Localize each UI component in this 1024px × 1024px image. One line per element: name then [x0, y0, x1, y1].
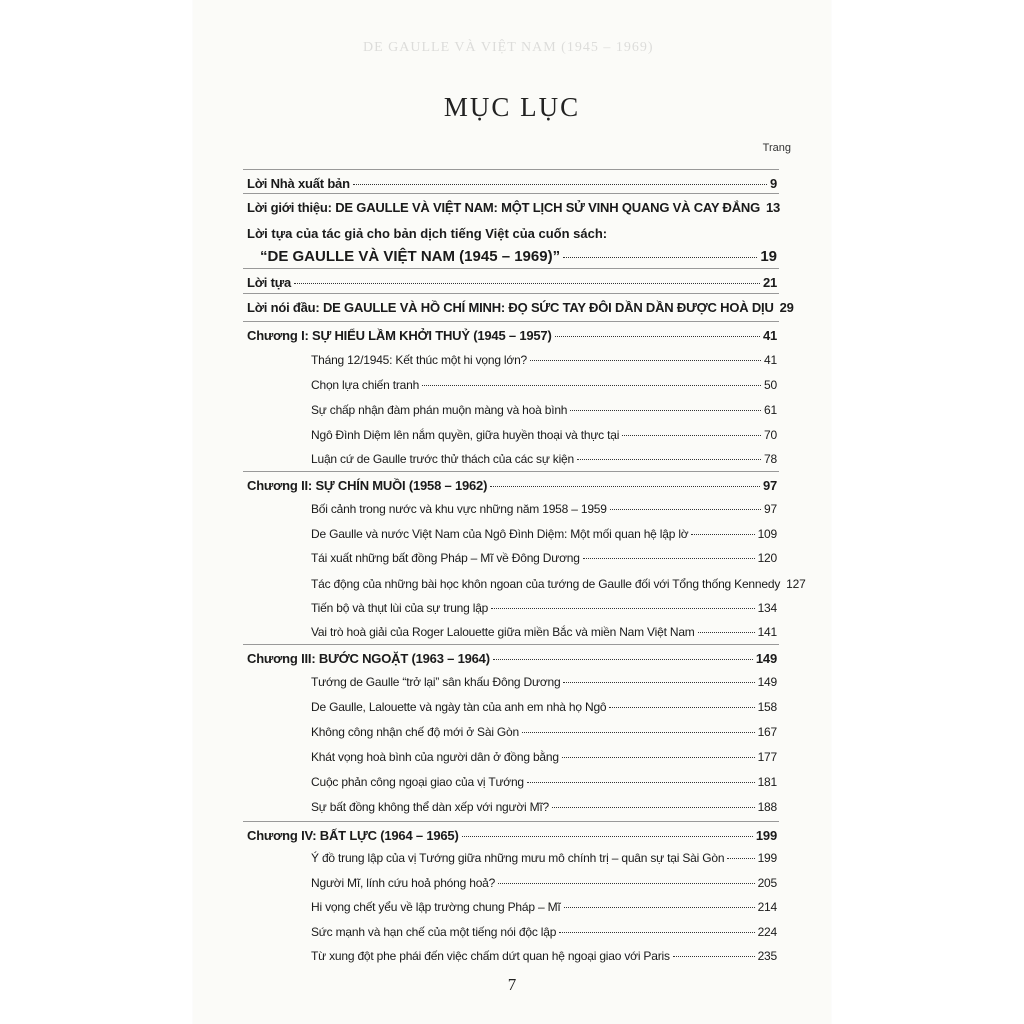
toc-entry-title: Không công nhận chế độ mới ở Sài Gòn — [311, 725, 520, 739]
toc-subentry — [193, 800, 831, 814]
toc-entry-title: Bối cảnh trong nước và khu vực những năm 1958 – 1959 — [311, 502, 607, 516]
toc-entry-title: “DE GAULLE VÀ VIỆT NAM (1945 – 1969)” — [260, 248, 561, 265]
toc-entry-page: 235 — [757, 949, 777, 963]
toc-entry-title: Chương III: BƯỚC NGOẶT (1963 – 1964) — [247, 651, 490, 666]
page-title: MỤC LỤC — [443, 92, 581, 122]
toc-entry-title: Tháng 12/1945: Kết thúc một hi vọng lớn? — [311, 353, 528, 367]
toc-entry — [193, 200, 831, 215]
toc-entry-title: Sự bất đồng không thể dàn xếp với người Mĩ? — [311, 800, 550, 814]
toc-subentry — [193, 625, 831, 639]
toc-entry-page: 127 — [786, 577, 806, 591]
toc-entry-page: 188 — [757, 800, 777, 814]
toc-entry-title: Tướng de Gaulle “trở lại” sân khấu Đông Dương — [311, 675, 561, 689]
toc-entry-title: Hi vọng chết yểu về lập trường chung Pháp – Mĩ — [311, 900, 561, 914]
dot-leader — [727, 858, 754, 859]
dot-leader — [562, 757, 755, 758]
toc-entry-page: 181 — [757, 775, 777, 789]
toc-entry-title: De Gaulle, Lalouette và ngày tàn của anh em nhà họ Ngô — [311, 700, 607, 714]
toc-entry — [193, 176, 831, 191]
toc-subentry — [193, 725, 831, 739]
toc-entry-page: 141 — [757, 625, 777, 639]
toc-entry-page: 97 — [762, 478, 777, 493]
toc-subentry — [193, 378, 831, 392]
dot-leader — [462, 836, 753, 837]
separator-rule — [243, 193, 779, 194]
dot-leader — [522, 732, 755, 733]
page-number: 7 — [507, 975, 517, 994]
toc-entry-title: Chương I: SỰ HIỂU LẦM KHỞI THUỶ (1945 – 1957) — [247, 328, 552, 343]
toc-entry-page: 205 — [757, 876, 777, 890]
toc-entry — [193, 248, 831, 265]
separator-rule — [243, 471, 779, 472]
toc-entry-page: 120 — [757, 551, 777, 565]
dot-leader — [622, 435, 761, 436]
dot-leader — [563, 257, 757, 258]
toc-entry — [193, 300, 831, 315]
toc-entry-page: 224 — [757, 925, 777, 939]
dot-leader — [530, 360, 761, 361]
toc-entry — [193, 328, 831, 343]
toc-entry — [193, 478, 831, 493]
toc-entry-page: 9 — [769, 176, 777, 191]
dot-leader — [577, 459, 761, 460]
separator-rule — [243, 644, 779, 645]
toc-subentry — [193, 775, 831, 789]
toc-entry-page: 109 — [757, 527, 777, 541]
dot-leader — [490, 486, 760, 487]
toc-entry-title: Ý đồ trung lập của vị Tướng giữa những mưu mô chính trị – quân sự tại Sài Gòn — [311, 851, 725, 865]
toc-entry-page: 199 — [755, 828, 777, 843]
toc-entry-title: Luận cứ de Gaulle trước thử thách của các sự kiện — [311, 452, 575, 466]
dot-leader — [422, 385, 761, 386]
toc-subentry — [193, 428, 831, 442]
toc-entry-title: Lời tựa — [247, 275, 291, 290]
dot-leader — [583, 558, 755, 559]
toc-entry-title: Lời giới thiệu: DE GAULLE VÀ VIỆT NAM: MỘT LỊCH SỬ VINH QUANG VÀ CAY ĐẮNG — [247, 200, 761, 215]
dot-leader — [610, 509, 761, 510]
separator-rule — [243, 293, 779, 294]
book-page — [193, 0, 831, 1024]
toc-subentry — [193, 700, 831, 714]
toc-entry-page: 199 — [757, 851, 777, 865]
toc-entry — [193, 828, 831, 843]
dot-leader — [527, 782, 755, 783]
toc-subentry — [193, 675, 831, 689]
toc-entry-page: 13 — [766, 200, 781, 215]
toc-subentry — [193, 949, 831, 963]
table-of-contents — [193, 0, 831, 1024]
toc-subentry — [193, 851, 831, 865]
dot-leader — [353, 184, 767, 185]
dot-leader — [570, 410, 761, 411]
toc-entry-title: Chương IV: BẤT LỰC (1964 – 1965) — [247, 828, 459, 843]
toc-entry-page: 158 — [757, 700, 777, 714]
dot-leader — [493, 659, 753, 660]
toc-entry-title: Lời Nhà xuất bản — [247, 176, 350, 191]
toc-entry-title: Tác động của những bài học khôn ngoan của tướng de Gaulle đối với Tổng thống Kennedy — [311, 577, 781, 591]
dot-leader — [555, 336, 760, 337]
toc-entry-page: 167 — [757, 725, 777, 739]
toc-subentry — [193, 452, 831, 466]
toc-entry-page: 21 — [762, 275, 777, 290]
dot-leader — [609, 707, 754, 708]
toc-subentry — [193, 353, 831, 367]
toc-entry-page: 19 — [760, 248, 777, 265]
toc-entry-page: 214 — [757, 900, 777, 914]
toc-subentry — [193, 502, 831, 516]
toc-entry-page: 149 — [757, 675, 777, 689]
toc-entry-title: Chương II: SỰ CHÍN MUỒI (1958 – 1962) — [247, 478, 488, 493]
toc-entry-page: 29 — [779, 300, 794, 315]
toc-entry-page: 134 — [757, 601, 777, 615]
toc-entry-page: 97 — [764, 502, 777, 516]
toc-subentry — [193, 750, 831, 764]
dot-leader — [564, 907, 755, 908]
toc-entry — [193, 226, 831, 241]
toc-subentry — [193, 527, 831, 541]
toc-entry-title: Tiến bộ và thụt lùi của sự trung lập — [311, 601, 489, 615]
toc-entry-page: 149 — [755, 651, 777, 666]
dot-leader — [559, 932, 754, 933]
toc-entry — [193, 651, 831, 666]
toc-entry-page: 50 — [764, 378, 777, 392]
toc-entry-title: Tái xuất những bất đồng Pháp – Mĩ về Đông Dương — [311, 551, 580, 565]
dot-leader — [294, 283, 760, 284]
dot-leader — [491, 608, 754, 609]
toc-entry-title: Chọn lựa chiến tranh — [311, 378, 420, 392]
dot-leader — [552, 807, 755, 808]
toc-entry-page: 70 — [764, 428, 777, 442]
dot-leader — [691, 534, 754, 535]
toc-subentry — [193, 577, 831, 591]
toc-entry-title: Lời tựa của tác giả cho bản dịch tiếng Việt của cuốn sách: — [247, 226, 608, 241]
bleed-through-text: DE GAULLE VÀ VIỆT NAM (1945 – 1969) — [363, 40, 654, 55]
toc-entry-title: Khát vọng hoà bình của người dân ở đồng bằng — [311, 750, 559, 764]
toc-entry-title: Từ xung đột phe phái đến việc chấm dứt quan hệ ngoại giao với Paris — [311, 949, 670, 963]
dot-leader — [498, 883, 754, 884]
toc-subentry — [193, 876, 831, 890]
dot-leader — [698, 632, 755, 633]
dot-leader — [563, 682, 754, 683]
toc-entry-page: 78 — [764, 452, 777, 466]
toc-entry-title: Cuộc phản công ngoại giao của vị Tướng — [311, 775, 524, 789]
page-column-label: Trang — [762, 142, 791, 154]
toc-entry-page: 41 — [764, 353, 777, 367]
toc-entry-title: Người Mĩ, lính cứu hoả phóng hoả? — [311, 876, 496, 890]
toc-subentry — [193, 551, 831, 565]
toc-entry — [193, 275, 831, 290]
toc-subentry — [193, 925, 831, 939]
toc-entry-title: Vai trò hoà giải của Roger Lalouette giữa miền Bắc và miền Nam Việt Nam — [311, 625, 695, 639]
dot-leader — [673, 956, 755, 957]
toc-entry-page: 41 — [762, 328, 777, 343]
toc-entry-title: Ngô Đình Diệm lên nắm quyền, giữa huyền thoại và thực tại — [311, 428, 620, 442]
toc-entry-title: Lời nói đầu: DE GAULLE VÀ HỒ CHÍ MINH: ĐỌ SỨC TAY ĐÔI DẦN DẦN ĐƯỢC HOÀ DỊU — [247, 300, 774, 315]
separator-rule — [243, 169, 779, 170]
toc-entry-title: Sự chấp nhận đàm phán muộn màng và hoà bình — [311, 403, 568, 417]
toc-subentry — [193, 601, 831, 615]
toc-entry-page: 177 — [757, 750, 777, 764]
toc-entry-title: Sức mạnh và hạn chế của một tiếng nói độc lập — [311, 925, 557, 939]
toc-entry-title: De Gaulle và nước Việt Nam của Ngô Đình Diệm: Một mối quan hệ lập lờ — [311, 527, 689, 541]
separator-rule — [243, 321, 779, 322]
separator-rule — [243, 268, 779, 269]
separator-rule — [243, 821, 779, 822]
toc-subentry — [193, 403, 831, 417]
toc-subentry — [193, 900, 831, 914]
toc-entry-page: 61 — [764, 403, 777, 417]
